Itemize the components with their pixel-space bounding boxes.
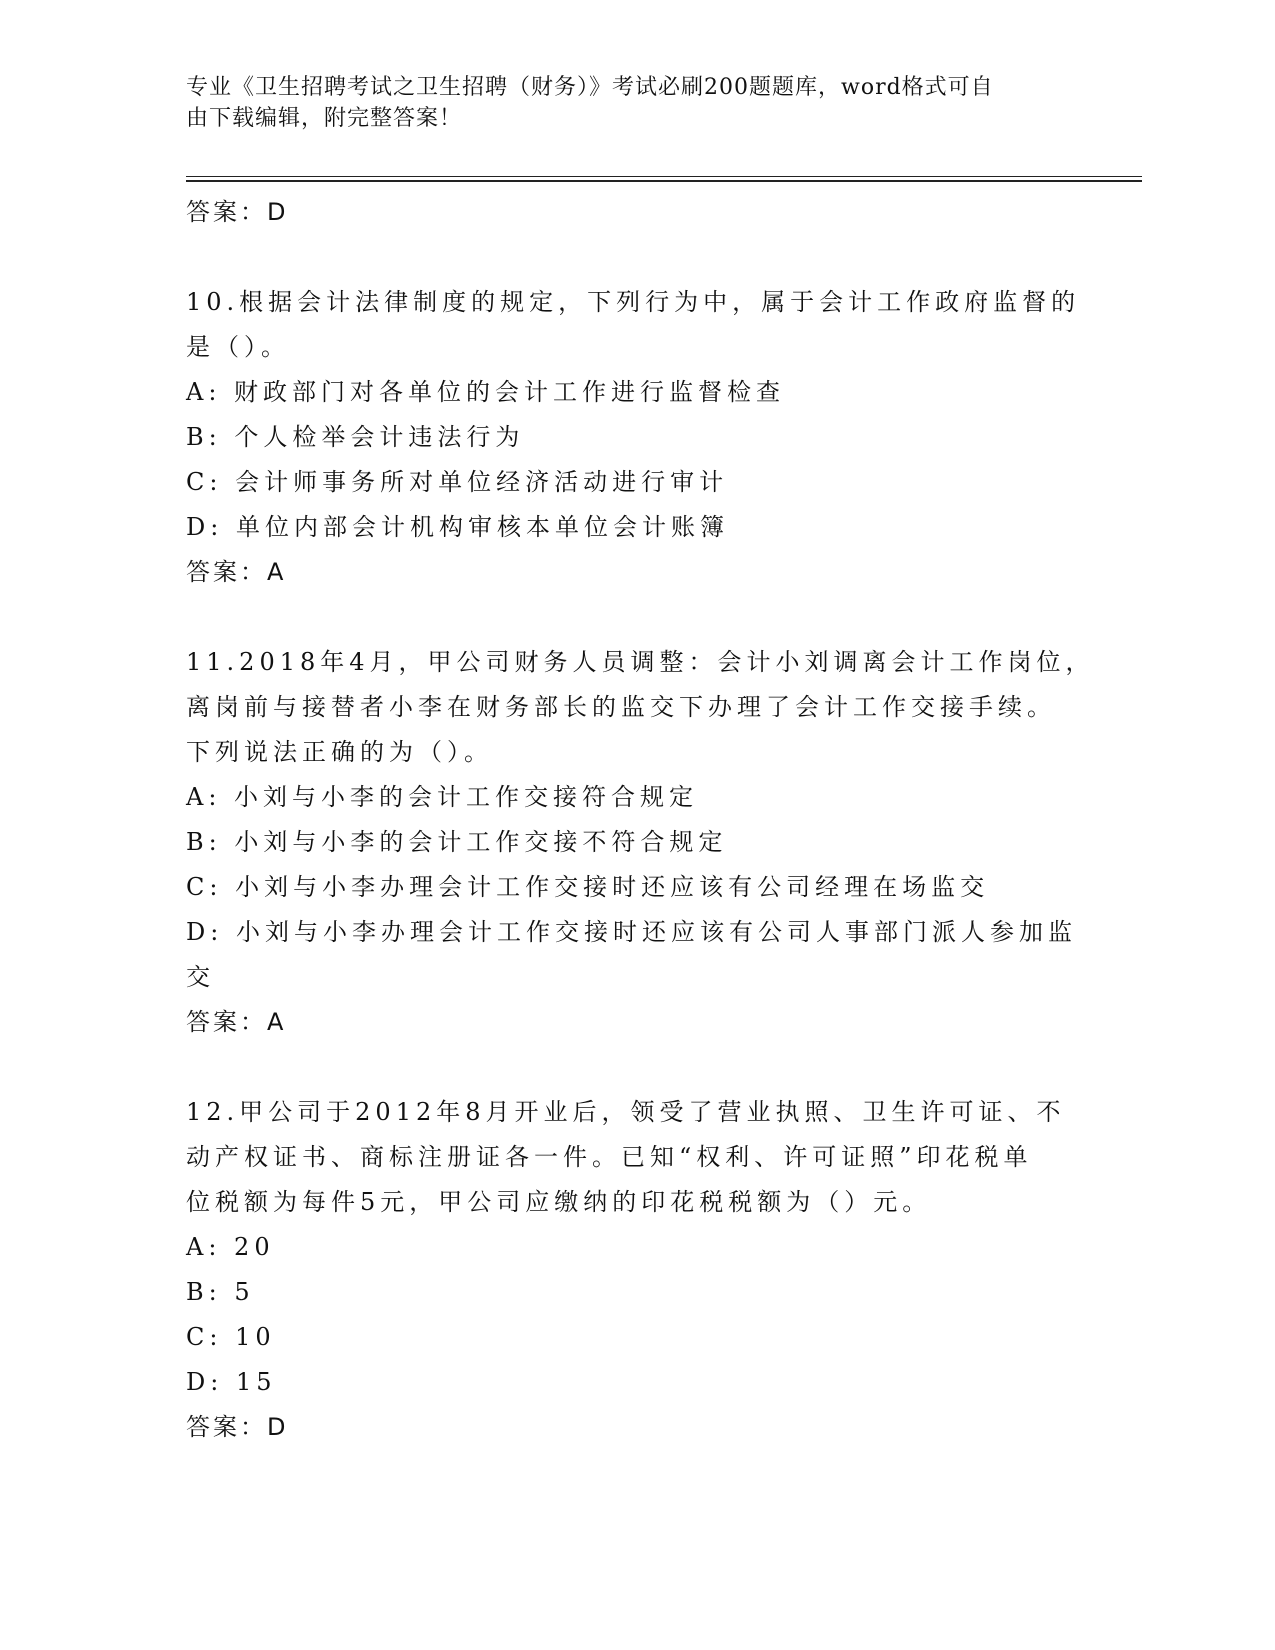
page-header [186, 72, 1066, 134]
header-divider-thick [186, 180, 1142, 182]
question-stem-line: 离岗前与接替者小李在财务部长的监交下办理了会计工作交接手续。 [186, 693, 1056, 721]
question-stem-line: 11.2018年4月，甲公司财务人员调整：会计小刘调离会计工作岗位， [186, 648, 1095, 676]
header-line-1: 专业《卫生招聘考试之卫生招聘（财务）》考试必刷200题题库，word格式可自 [186, 75, 994, 100]
question-12 [186, 1090, 1086, 1450]
option-d-continued: 交 [186, 963, 215, 991]
spacer [186, 1045, 1086, 1090]
answer-label: 答案：A [186, 558, 287, 586]
option-b: B: 个人检举会计违法行为 [186, 423, 525, 451]
option-b: B: 5 [186, 1278, 255, 1306]
question-stem-line: 12.甲公司于2012年8月开业后，领受了营业执照、卫生许可证、不 [186, 1098, 1066, 1126]
spacer [186, 595, 1086, 640]
answer-label: 答案：D [186, 1413, 289, 1441]
previous-answer: 答案：D [186, 198, 289, 226]
question-11 [186, 640, 1095, 1045]
document-body [186, 190, 1095, 1450]
option-d: D: 15 [186, 1368, 277, 1396]
question-stem-line: 下列说法正确的为（）。 [186, 738, 493, 766]
header-divider-thin [186, 176, 1142, 177]
question-stem-line: 是（）。 [186, 333, 290, 361]
spacer [186, 235, 1086, 280]
option-b: B: 小刘与小李的会计工作交接不符合规定 [186, 828, 728, 856]
option-c: C: 小刘与小李办理会计工作交接时还应该有公司经理在场监交 [186, 873, 990, 901]
option-d: D: 小刘与小李办理会计工作交接时还应该有公司人事部门派人参加监 [186, 918, 1077, 946]
header-line-2: 由下载编辑，附完整答案！ [186, 106, 463, 131]
option-c: C: 10 [186, 1323, 276, 1351]
option-c: C: 会计师事务所对单位经济活动进行审计 [186, 468, 729, 496]
question-10 [186, 280, 1086, 595]
option-d: D: 单位内部会计机构审核本单位会计账簿 [186, 513, 729, 541]
question-stem-line: 10.根据会计法律制度的规定，下列行为中，属于会计工作政府监督的 [186, 288, 1081, 316]
question-stem-line: 位税额为每件5元，甲公司应缴纳的印花税税额为（）元。 [186, 1188, 932, 1216]
answer-label: 答案：A [186, 1008, 287, 1036]
option-a: A: 小刘与小李的会计工作交接符合规定 [186, 783, 699, 811]
option-a: A: 财政部门对各单位的会计工作进行监督检查 [186, 378, 786, 406]
option-a: A: 20 [186, 1233, 275, 1261]
question-stem-line: 动产权证书、商标注册证各一件。已知“权利、许可证照”印花税单 [186, 1143, 1033, 1171]
